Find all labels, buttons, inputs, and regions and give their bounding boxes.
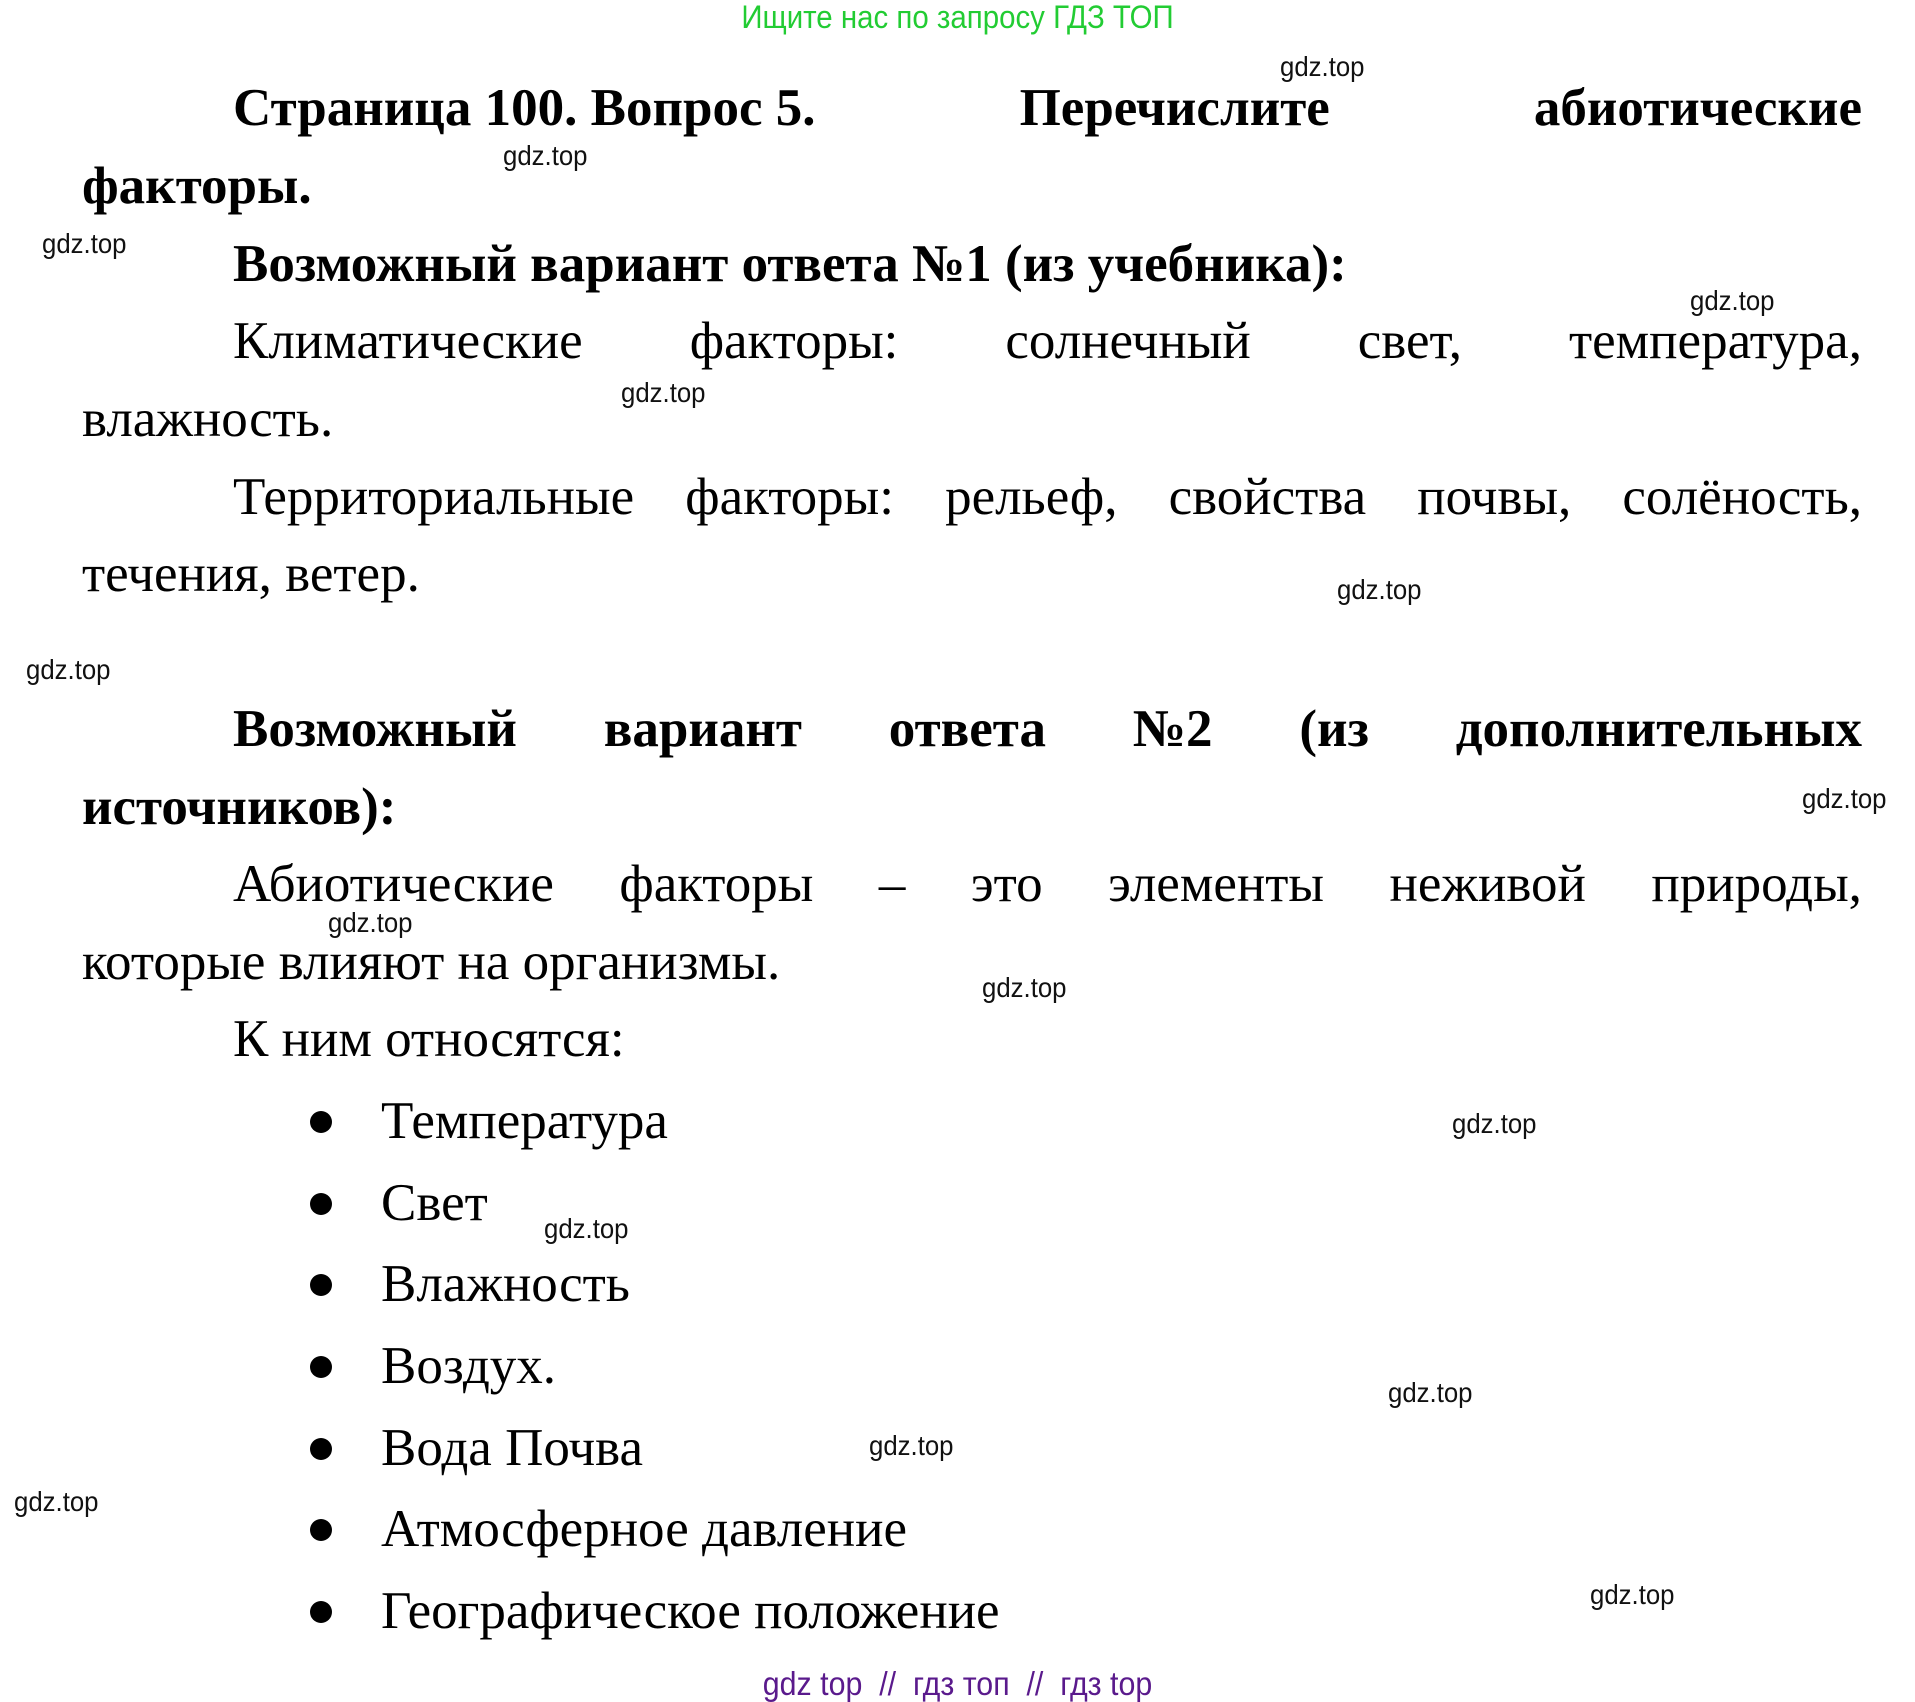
watermark: gdz.top bbox=[621, 377, 706, 408]
list-item-label: Географическое положение bbox=[381, 1582, 1000, 1640]
text-word: Абиотические bbox=[233, 855, 554, 913]
text-word: солнечный bbox=[1005, 312, 1251, 370]
watermark: gdz.top bbox=[544, 1213, 629, 1244]
answer2-heading-line1 bbox=[233, 699, 1862, 759]
list-item bbox=[310, 1418, 643, 1478]
heading-word: ответа bbox=[888, 700, 1046, 758]
question-word: абиотические bbox=[1533, 79, 1862, 137]
question-word: Перечислите bbox=[1019, 79, 1330, 137]
heading-word: вариант bbox=[603, 700, 802, 758]
watermark: gdz.top bbox=[1802, 783, 1887, 814]
watermark: gdz.top bbox=[1337, 574, 1422, 605]
text-word: – bbox=[878, 855, 906, 913]
answer1-heading: Возможный вариант ответа №1 (из учебника): bbox=[233, 235, 1347, 293]
text-word: элементы bbox=[1108, 855, 1325, 913]
bullet-icon bbox=[310, 1111, 332, 1133]
watermark: gdz.top bbox=[1690, 285, 1775, 316]
list-item bbox=[310, 1581, 1000, 1641]
watermark: gdz.top bbox=[328, 907, 413, 938]
bullet-icon bbox=[310, 1601, 332, 1623]
watermark: gdz.top bbox=[1388, 1377, 1473, 1408]
question-title-line1 bbox=[233, 78, 1862, 138]
watermark: gdz.top bbox=[1590, 1579, 1675, 1610]
list-item bbox=[310, 1091, 668, 1151]
watermark: gdz.top bbox=[1280, 51, 1365, 82]
text-word: факторы: bbox=[689, 312, 899, 370]
territorial-factors-line1: Территориальные факторы: рельеф, свойства почвы, солёность, bbox=[233, 468, 1862, 526]
climatic-factors-line2: влажность. bbox=[82, 390, 334, 448]
bullet-icon bbox=[310, 1193, 332, 1215]
heading-word: №2 bbox=[1132, 700, 1213, 758]
territorial-factors-line2: течения, ветер. bbox=[82, 545, 420, 603]
list-item bbox=[310, 1173, 488, 1233]
heading-word: (из bbox=[1299, 700, 1369, 758]
watermark: gdz.top bbox=[42, 228, 127, 259]
list-item-label: Температура bbox=[381, 1092, 668, 1150]
watermark: gdz.top bbox=[869, 1430, 954, 1461]
text-word: температура, bbox=[1568, 312, 1862, 370]
text-word: неживой bbox=[1389, 855, 1586, 913]
footer-watermark: gdz top // гдз топ // гдз top bbox=[762, 1665, 1153, 1702]
text-word: природы, bbox=[1651, 855, 1862, 913]
list-intro: К ним относятся: bbox=[233, 1010, 625, 1068]
heading-word: дополнительных bbox=[1455, 700, 1862, 758]
list-item-label: Свет bbox=[381, 1174, 488, 1232]
text-word: Климатические bbox=[233, 312, 583, 370]
list-item bbox=[310, 1336, 556, 1396]
text-word: факторы bbox=[619, 855, 814, 913]
bullet-icon bbox=[310, 1438, 332, 1460]
watermark: gdz.top bbox=[14, 1486, 99, 1517]
answer2-heading-line2: источников): bbox=[82, 778, 397, 836]
list-item bbox=[310, 1254, 630, 1314]
watermark: gdz.top bbox=[1452, 1108, 1537, 1139]
definition-line2: которые влияют на организмы. bbox=[82, 933, 781, 991]
list-item bbox=[310, 1499, 907, 1559]
question-title-line2: факторы. bbox=[82, 157, 312, 215]
bullet-icon bbox=[310, 1519, 332, 1541]
watermark: gdz.top bbox=[503, 140, 588, 171]
list-item-label: Атмосферное давление bbox=[381, 1500, 908, 1558]
bullet-icon bbox=[310, 1356, 332, 1378]
search-banner: Ищите нас по запросу ГДЗ ТОП bbox=[741, 0, 1174, 35]
text-word: свет, bbox=[1357, 312, 1462, 370]
climatic-factors-line1 bbox=[233, 311, 1862, 371]
list-item-label: Воздух. bbox=[381, 1337, 557, 1395]
bullet-icon bbox=[310, 1274, 332, 1296]
list-item-label: Вода Почва bbox=[381, 1419, 643, 1477]
definition-line1 bbox=[233, 854, 1862, 914]
heading-word: Возможный bbox=[233, 700, 517, 758]
list-item-label: Влажность bbox=[381, 1255, 630, 1313]
question-number: Страница 100. Вопрос 5. bbox=[233, 79, 816, 137]
watermark: gdz.top bbox=[982, 972, 1067, 1003]
text-word: это bbox=[970, 855, 1043, 913]
watermark: gdz.top bbox=[26, 654, 111, 685]
